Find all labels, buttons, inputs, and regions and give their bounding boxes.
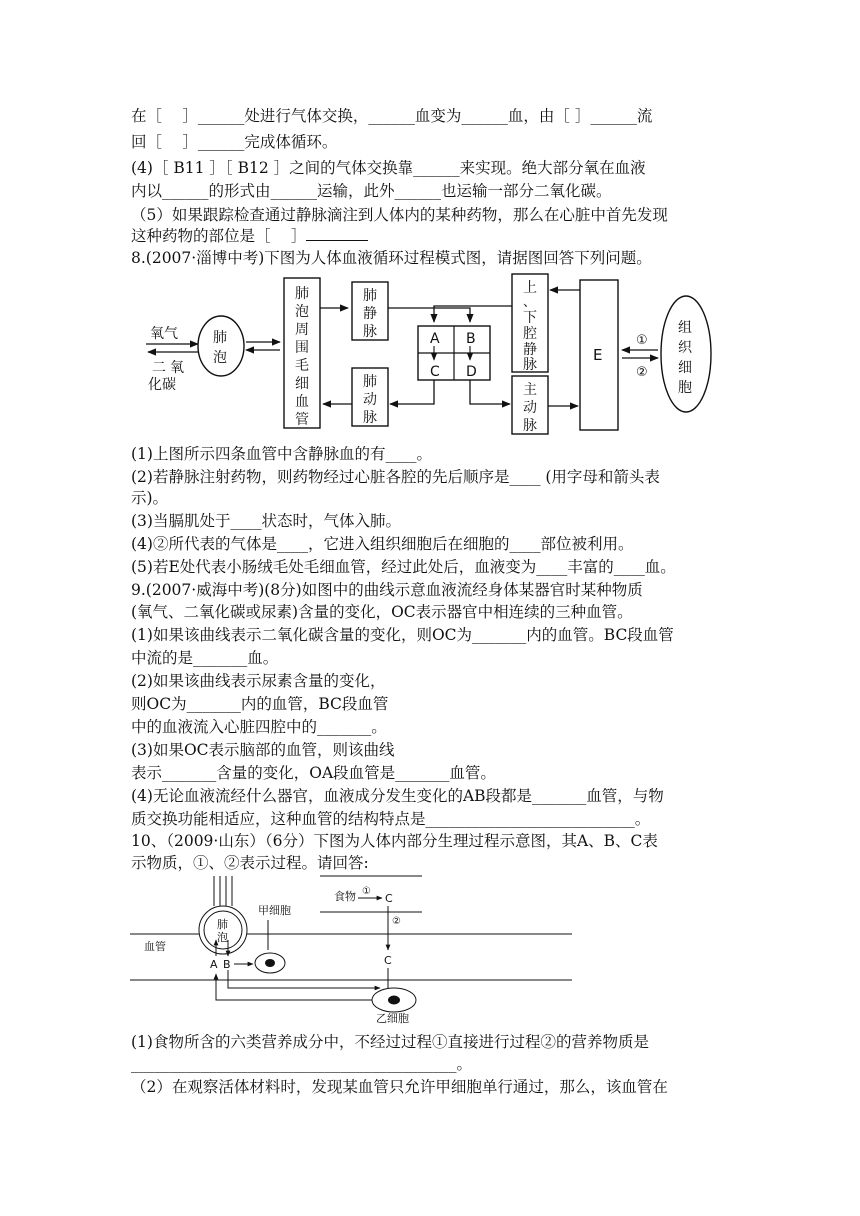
vc-char-3: 下 bbox=[523, 310, 537, 326]
text-line-4: 内以______的形式由______运输，此外______也运输一部分二氧化碳。 bbox=[131, 182, 612, 200]
process-1: ① bbox=[362, 886, 371, 897]
alveoli-char-1: 肺 bbox=[213, 330, 227, 346]
text-line-1: 在［ ］______处进行气体交换，______血变为______血，由［ ］______流 bbox=[131, 107, 653, 125]
pv-char-2: 静 bbox=[363, 306, 377, 322]
label-a: A bbox=[210, 958, 218, 971]
alveoli-char-2: 泡 bbox=[213, 350, 227, 366]
text-line-28: __________________________________________。 bbox=[131, 1055, 473, 1073]
question-10-title: 10、（2009·山东）（6分）下图为人体内部分生理过程示意图，其A、B、C表 bbox=[131, 832, 658, 850]
text-line-29: （2）在观察活体材料时，发现某血管只允许甲细胞单行通过，那么，该血管在 bbox=[131, 1078, 668, 1096]
alveoli-char-a: 肺 bbox=[217, 918, 228, 931]
cap-char-1: 肺 bbox=[295, 286, 309, 302]
cap-char-8: 管 bbox=[295, 412, 309, 428]
answer-underline bbox=[306, 226, 368, 241]
text-line-6 bbox=[131, 226, 368, 246]
text-line-11: (3)当膈肌处于____状态时，气体入肺。 bbox=[131, 512, 401, 530]
cap-char-4: 围 bbox=[295, 340, 309, 356]
circulation-diagram bbox=[140, 272, 740, 442]
text-line-27: (1)食物所含的六类营养成分中，不经过过程①直接进行过程②的营养物质是 bbox=[131, 1033, 649, 1051]
chamber-c: C bbox=[430, 364, 440, 380]
cap-char-5: 毛 bbox=[295, 358, 309, 374]
tissue-char-3: 细 bbox=[678, 360, 692, 376]
co2-label-3: 化碳 bbox=[148, 377, 176, 393]
oxygen-label: 氧气 bbox=[150, 326, 178, 342]
tissue-char-1: 组 bbox=[678, 320, 692, 336]
text-line-12: (4)②所代表的气体是____，它进入组织细胞后在细胞的____部位被利用。 bbox=[131, 535, 634, 553]
tissue-char-4: 胞 bbox=[678, 380, 692, 396]
text-line-19: 则OC为_______内的血管，BC段血管 bbox=[131, 695, 389, 713]
text-line-23: (4)无论血液流经什么器官，血液成分发生变化的AB段都是_______血管，与物 bbox=[131, 787, 664, 805]
chamber-b: B bbox=[466, 331, 476, 347]
cap-char-3: 周 bbox=[295, 322, 309, 338]
vc-char-6: 脉 bbox=[523, 357, 537, 373]
text-line-26: 示物质，①、②表示过程。请回答: bbox=[131, 854, 369, 872]
text-line-16: (1)如果该曲线表示二氧化碳含量的变化，则OC为_______内的血管。BC段血管 bbox=[131, 626, 674, 644]
text-line-24: 质交换功能相适应，这种血管的结构特点是___________________________。 bbox=[131, 810, 651, 828]
pa-char-3: 脉 bbox=[363, 410, 377, 426]
alveoli-ellipse bbox=[198, 316, 244, 376]
text-line-18: (2)如果该曲线表示尿素含量的变化， bbox=[131, 672, 386, 690]
co2-label-1: 二 bbox=[152, 360, 166, 376]
food-label: 食物 bbox=[334, 890, 356, 903]
alveoli-char-b: 泡 bbox=[217, 931, 228, 944]
ao-char-3: 脉 bbox=[523, 418, 537, 434]
pv-char-3: 脉 bbox=[363, 324, 377, 340]
cap-char-7: 血 bbox=[295, 394, 309, 410]
text-line-20: 中的血液流入心脏四腔中的_______。 bbox=[131, 718, 387, 736]
chamber-a: A bbox=[430, 331, 440, 347]
text-line-22: 表示_______含量的变化，OA段血管是_______血管。 bbox=[131, 764, 496, 782]
cap-char-2: 泡 bbox=[295, 304, 309, 320]
label-b: B bbox=[223, 958, 231, 971]
text-line-9: (2)若静脉注射药物，则药物经过心脏各腔的先后顺序是____ (用字母和箭头表 bbox=[131, 468, 660, 486]
question-9-title: 9.(2007·威海中考)(8分)如图中的曲线示意血液流经身体某器官时某种物质 bbox=[131, 581, 643, 599]
pa-char-1: 肺 bbox=[363, 374, 377, 390]
vessel-label: 血管 bbox=[144, 940, 166, 953]
text-line-8: (1)上图所示四条血管中含静脉血的有____。 bbox=[131, 445, 432, 463]
text-line-5: （5）如果跟踪检查通过静脉滴注到人体内的某种药物，那么在心脏中首先发现 bbox=[131, 206, 668, 224]
text-line-2: 回［ ］______完成体循环。 bbox=[131, 133, 338, 151]
cell-b-label: 乙细胞 bbox=[376, 1012, 409, 1024]
process-1-label: ① bbox=[636, 333, 648, 348]
label-c-bottom: C bbox=[384, 954, 392, 967]
text-line-3: (4)［ B11 ］［ B12 ］之间的气体交换靠______来实现。绝大部分氧在血液 bbox=[131, 159, 646, 177]
text-line-13: (5)若E处代表小肠绒毛处毛细血管，经过此处后，血液变为____丰富的____血。 bbox=[131, 558, 676, 576]
vc-char-5: 静 bbox=[523, 342, 537, 358]
tissue-char-2: 织 bbox=[678, 340, 692, 356]
e-label: E bbox=[593, 346, 603, 364]
process-2: ② bbox=[392, 916, 401, 927]
question-8-title: 8.(2007·淄博中考)下图为人体血液循环过程模式图，请据图回答下列问题。 bbox=[131, 249, 652, 267]
vc-char-1: 上 bbox=[523, 280, 537, 296]
co2-label-2: 氧 bbox=[170, 360, 184, 376]
ao-char-2: 动 bbox=[523, 400, 537, 416]
cell-a-label: 甲细胞 bbox=[258, 904, 291, 917]
vc-char-2: 、 bbox=[523, 295, 537, 310]
ao-char-1: 主 bbox=[523, 382, 537, 398]
text-line-10: 示)。 bbox=[131, 489, 169, 507]
chamber-d: D bbox=[466, 364, 477, 380]
vc-char-4: 腔 bbox=[523, 326, 537, 342]
pa-char-2: 动 bbox=[363, 392, 377, 408]
text-line-21: (3)如果OC表示脑部的血管，则该曲线 bbox=[131, 741, 395, 759]
pv-char-1: 肺 bbox=[363, 288, 377, 304]
physiology-diagram bbox=[130, 872, 630, 1024]
text-line-15: (氧气、二氧化碳或尿素)含量的变化，OC表示器官中相连续的三种血管。 bbox=[131, 603, 633, 621]
cap-char-6: 细 bbox=[295, 376, 309, 392]
process-2-label: ② bbox=[636, 365, 648, 380]
label-c-top: C bbox=[385, 892, 393, 905]
answer-bracket-text: 这种药物的部位是［ ］ bbox=[131, 227, 307, 245]
text-line-17: 中流的是_______血。 bbox=[131, 649, 279, 667]
